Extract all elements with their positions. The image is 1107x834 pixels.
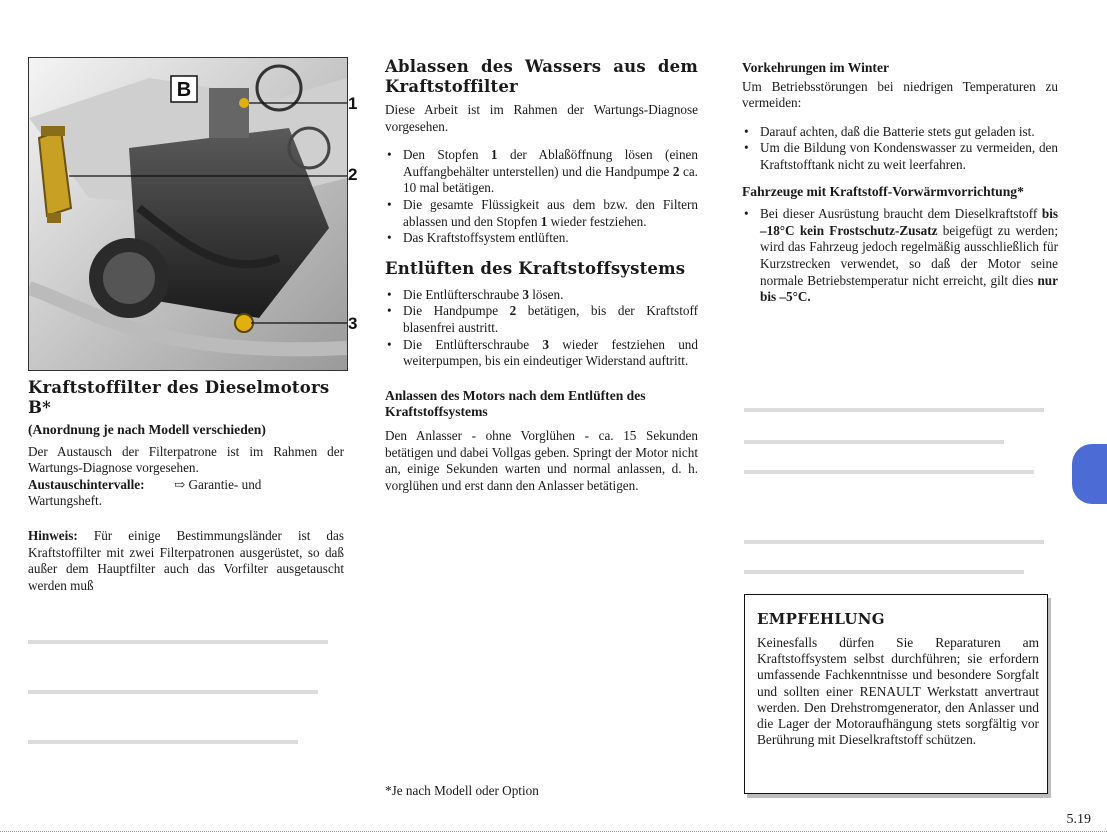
list-item: • Die Entlüfterschraube 3 lösen. — [385, 287, 698, 304]
bleed-through — [28, 740, 298, 744]
bleed-through — [744, 408, 1044, 412]
list-item: • Die gesamte Flüssigkeit aus dem bzw. den Filtern ablassen und den Stopfen 1 wieder festziehen. — [385, 197, 698, 230]
winter-intro: Um Betriebsstörungen bei niedrigen Temperaturen zu vermeiden: — [742, 78, 1058, 111]
label-b: B — [176, 79, 192, 101]
page-edge — [0, 831, 1107, 832]
note-label: Hinweis: — [28, 527, 78, 543]
column-left — [28, 378, 344, 594]
column-middle — [385, 57, 698, 494]
filter-heading: Kraftstoffilter des Dieselmotors B* — [28, 378, 330, 417]
recommendation-box — [744, 594, 1048, 794]
bleed-through — [744, 470, 1034, 474]
drain-steps — [385, 147, 698, 247]
list-item: • Die Handpumpe 2 betätigen, bis der Kraftstoff blasenfrei austritt. — [385, 303, 698, 336]
bleed-through — [744, 440, 1004, 444]
list-item: • Um die Bildung von Kondenswasser zu vermeiden, den Kraftstofftank nicht zu weit leerfahren. — [742, 140, 1058, 173]
callout-1: 1 — [348, 94, 358, 113]
drain-intro: Diese Arbeit ist im Rahmen der Wartungs-Diagnose vorgesehen. — [385, 102, 698, 134]
recommendation-text: Keinesfalls dürfen Sie Reparaturen am Kraftstoffsystem selbst durchführen; sie erfordern umfassende Fachkenntnisse und besondere Sorgfalt und sollten einer RENAULT Werkstatt anvertraut werden. Den Drehstromgenerator, den Anlasser und die Lager der Motoraufhängung stets sorgfältig vor Berührung mit Dieselkraftstoff schützen. — [757, 635, 1039, 748]
bleed-heading: Entlüften des Kraftstoffsystems — [385, 258, 686, 278]
winter-steps — [742, 124, 1058, 174]
engine-photo — [28, 57, 348, 371]
list-item: • Den Stopfen 1 der Ablaßöffnung lösen (einen Auffangbehälter unterstellen) und die Handpumpe 2 ca. 10 mal betätigen. — [385, 147, 698, 197]
filter-paragraph: Der Austausch der Filterpatrone ist im Rahmen der Wartungs-Diagnose vorgesehen. — [28, 443, 344, 476]
note-paragraph — [28, 528, 344, 594]
bleed-through — [28, 640, 328, 644]
callout-3: 3 — [348, 314, 358, 333]
preheat-heading: Fahrzeuge mit Kraftstoff-Vorwärmvorrichtung* — [742, 183, 1024, 199]
bleed-through — [744, 540, 1044, 544]
interval-line — [28, 477, 344, 494]
list-item: • Darauf achten, daß die Batterie stets gut geladen ist. — [742, 124, 1058, 141]
winter-heading: Vorkehrungen im Winter — [742, 60, 890, 75]
filter-subheading: (Anordnung je nach Modell verschieden) — [28, 422, 266, 437]
footnote: *Je nach Modell oder Option — [385, 783, 539, 798]
start-paragraph: Den Anlasser - ohne Vorglühen - ca. 15 Sekunden betätigen und dabei Vollgas geben. Springt der Motor nicht an, einige Sekunden warten und normal anlassen, d. h. vorglühen und erst dann den Anlasser betätigen. — [385, 427, 698, 493]
thumb-tab — [1072, 444, 1107, 504]
list-item: • Das Kraftstoffsystem entlüften. — [385, 230, 698, 247]
column-right — [742, 60, 1058, 306]
callout-2: 2 — [348, 165, 358, 184]
arrow-icon: ⇨ — [174, 476, 186, 492]
start-heading: Anlassen des Motors nach dem Entlüften des Kraftstoffsystems — [385, 387, 646, 420]
interval-ref-2: Wartungsheft. — [28, 493, 103, 509]
list-item: • Die Entlüfterschraube 3 wieder festziehen und weiterpumpen, bis ein eindeutiger Widerstand auftritt. — [385, 337, 698, 370]
interval-label: Austauschintervalle: — [28, 476, 145, 492]
bleed-steps — [385, 287, 698, 370]
bleed-through — [28, 690, 318, 694]
drain-heading: Ablassen des Wassers aus dem Kraftstoffilter — [385, 57, 698, 96]
note-text: Für einige Bestimmungsländer ist das Kraftstoffilter mit zwei Filterpatronen ausgerüstet, so daß außer dem Hauptfilter auch das Vorfilter ausgetauscht werden muß — [28, 527, 345, 593]
engine-illustration — [29, 58, 347, 370]
bleed-through — [744, 570, 1024, 574]
page-number: 5.19 — [1066, 812, 1091, 827]
list-item: • Bei dieser Ausrüstung braucht dem Dieselkraftstoff bis –18°C kein Frostschutz-Zusatz beigefügt zu werden; wird das Fahrzeug jedoch regelmäßig ausschließlich für Kurzstrecken verwendet, so daß der Motor seine normale Betriebstemperatur nicht erreicht, gilt dies nur bis –5°C. — [742, 206, 1058, 306]
recommendation-title: EMPFEHLUNG — [757, 610, 885, 628]
preheat-steps — [742, 206, 1058, 306]
interval-ref: Garantie- und — [188, 476, 262, 492]
